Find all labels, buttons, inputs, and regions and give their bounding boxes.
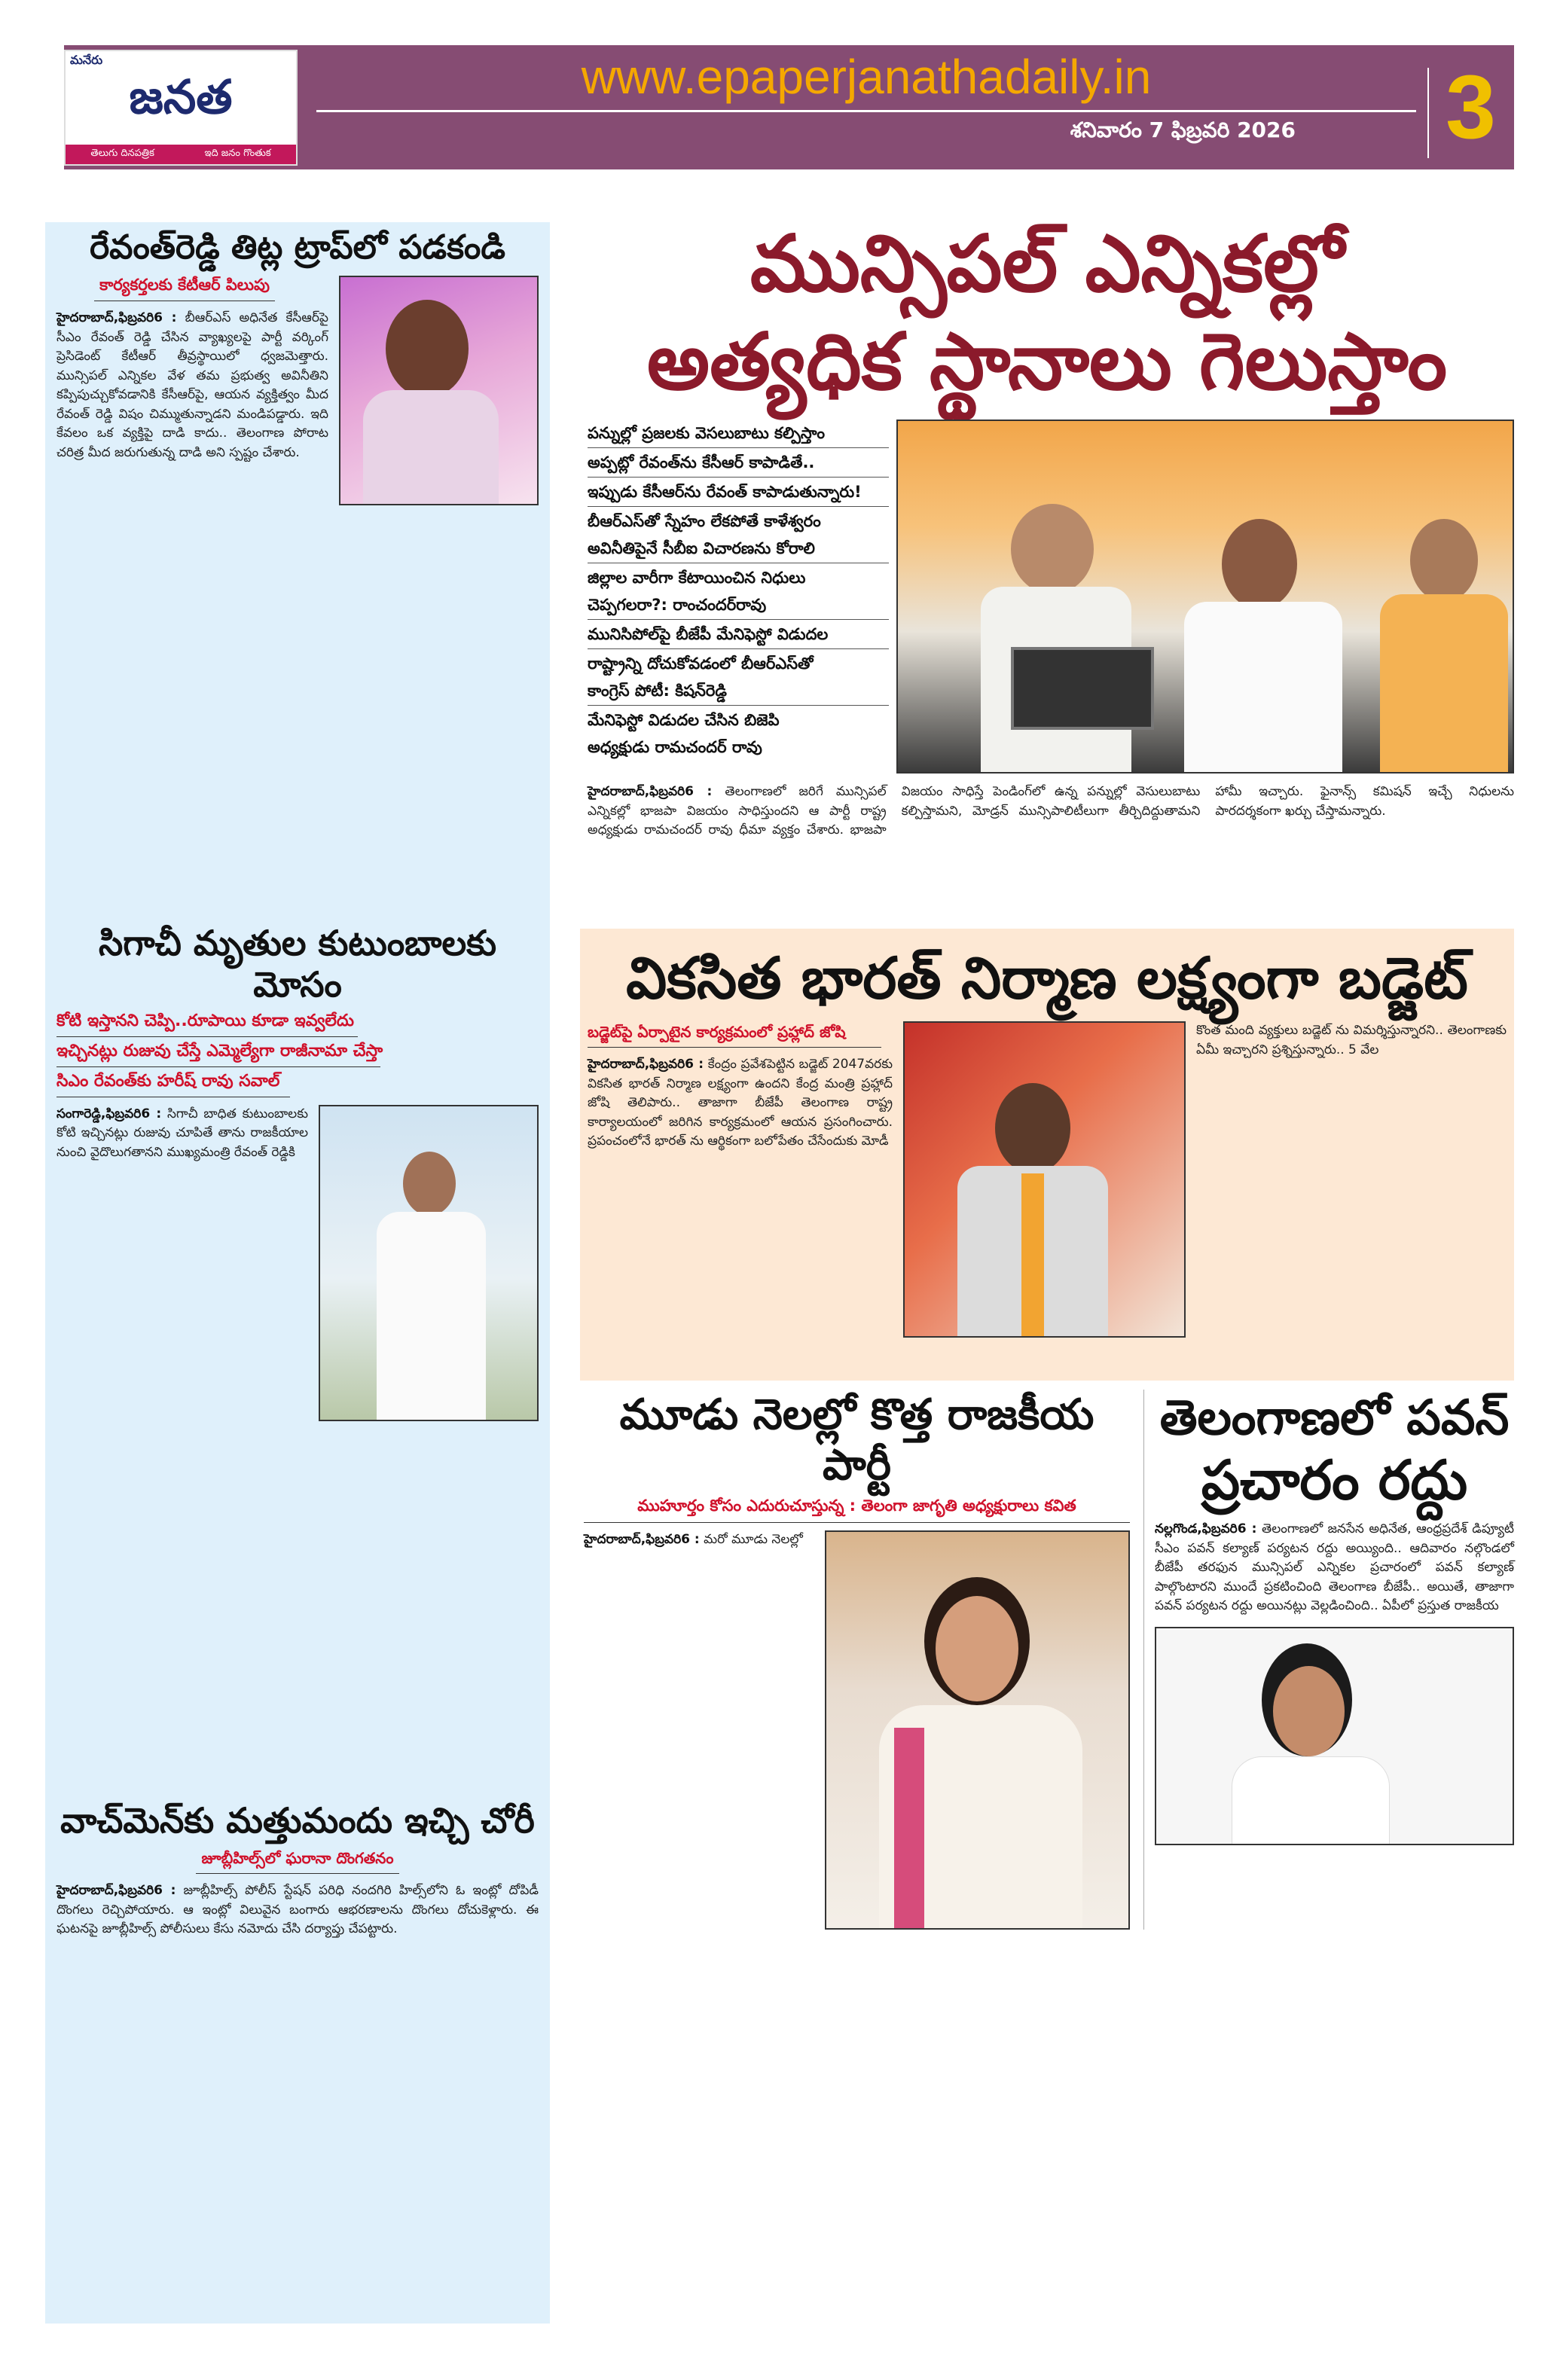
budget-article-body (588, 1055, 893, 1152)
sigachi-subhead-2: ఇచ్చినట్లు రుజువు చేస్తే ఎమ్మెల్యేగా రాజీనామా చేస్తా (56, 1042, 383, 1061)
photo-kavitha (825, 1530, 1130, 1930)
lead-headline-line2: అత్యధిక స్థానాలు గెలుస్తాం (646, 316, 1448, 407)
kavitha-subhead: ముహూర్తం కోసం ఎదురుచూస్తున్న : తెలంగా జాగృతి అధ్యక్షురాలు కవిత (637, 1497, 1076, 1515)
bottom-row (580, 1390, 1514, 1930)
watchman-article-body (56, 1881, 539, 1939)
article-text: జూబ్లీహిల్స్ పోలీస్ స్టేషన్ పరిధి నందగిరి హిల్స్‌లోని ఓ ఇంట్లో దోపిడీ దొంగలు రెచ్చిపోయారు. ఆ ఇంట్లో విలువైన బంగారు ఆభరణాలను దొంగలు దోచుకెళ్లారు. ఈ ఘటనపై జూబ్లీహిల్స్ పోలీసులు కేసు నమోదు చేసి దర్యాప్తు చేపట్టారు. (56, 1883, 539, 1937)
divider (588, 619, 889, 620)
divider (588, 1047, 881, 1048)
pawan-article-body (1155, 1520, 1514, 1616)
sigachi-subhead-3: సిఎం రేవంత్‌కు హరీష్ రావు సవాల్ (56, 1071, 280, 1091)
lead-top-row (580, 420, 1514, 774)
article-text: కేంద్రం ప్రవేశపెట్టిన బడ్జెట్ 2047వరకు వికసిత భారత్ నిర్మాణ లక్ష్యంగా ఉందని కేంద్ర మంత్రి ప్రహ్లాద్ జోషి తెలిపారు.. తాజాగా బీజేపీ తెలంగాణ రాష్ట్ర కార్యాలయంలో జరిగిన కార్యక్రమంలో ఆయన ప్రసంగించారు. ప్రపంచంలోనే భారత్ ను ఆర్థికంగా బలోపేతం చేసేందుకు మోడీ (588, 1057, 893, 1149)
budget-headline: వికసిత భారత్ నిర్మాణ లక్ష్యంగా బడ్జెట్ (626, 944, 1468, 1012)
ktr-story (56, 228, 539, 923)
lead-subhead: జిల్లాల వారీగా కేటాయించిన నిధులు (588, 569, 806, 587)
dateline: హైదరాబాద్,ఫిబ్రవరి6 : (584, 1531, 700, 1547)
divider (588, 705, 889, 706)
divider (588, 506, 889, 507)
budget-story-panel (580, 929, 1514, 1381)
dateline: హైదరాబాద్,ఫిబ్రవరి6 : (56, 1883, 176, 1899)
photo-harish-rao (319, 1105, 539, 1421)
lead-subhead: బీఆర్‌ఎస్‌తో స్నేహం లేకపోతే కాళేశ్వరం (588, 512, 821, 530)
lead-subhead: అప్పట్లో రేవంత్‌ను కేసీఆర్ కాపాడితే.. (588, 453, 815, 471)
masthead-divider (316, 110, 1416, 112)
website-url[interactable]: www.epaperjanathadaily.in (581, 50, 1152, 104)
article-text: తెలంగాణలో జనసేన అధినేత, ఆంధ్రప్రదేశ్ డిప్యూటీ సీఎం పవన్ కల్యాణ్ పర్యటన రద్దు అయ్యింది.. ఆదివారం నల్గొండలో బీజేపీ తరఫున మున్సిపల్ ఎన్నికల ప్రచారంలో పవన్ కల్యాణ్ పాల్గొంటారని ముందే ప్రకటించింది తెలంగాణ బీజేపీ.. అయితే, తాజాగా పవన్ పర్యటన రద్దు అయినట్లు వెల్లడించింది.. ఏపీలో ప్రస్తుత రాజకీయ (1155, 1521, 1515, 1614)
dateline: సంగారెడ్డి,ఫిబ్రవరి6 : (56, 1106, 162, 1121)
article-text: తెలంగాణలో జరిగే మున్సిపల్ ఎన్నికల్లో భాజపా విజయం సాధిస్తుందని ఆ పార్టీ రాష్ట్ర అధ్యక్షుడు రామచందర్ రావు ధీమా వ్యక్తం చేశారు. భాజపా విజయం సాధిస్తే పెండింగ్‌లో ఉన్న పన్నుల్లో వెసులుబాటు కల్పిస్తామని, మోడ్రన్ మున్సిపాలిటీలుగా తీర్చిదిద్దుతామని హామీ ఇచ్చారు. ఫైనాన్స్ కమిషన్ ఇచ్చే నిధులను పారదర్శకంగా ఖర్చు చేస్తామన్నారు. (588, 784, 1514, 838)
watchman-subhead: జూబ్లీహిల్స్‌లో ఘరానా దొంగతనం (201, 1849, 394, 1868)
divider (588, 477, 889, 478)
sigachi-subhead-1: కోటి ఇస్తానని చెప్పి..రూపాయి కూడా ఇవ్వలేదు (56, 1012, 355, 1031)
sigachi-headline: సిగాచీ మృతుల కుటుంబాలకు మోసం (98, 923, 497, 1005)
kavitha-row (584, 1530, 1130, 1930)
lead-subhead: అవినీతిపైనే సీబీఐ విచారణను కోరాలి (588, 539, 815, 557)
newspaper-logo (64, 50, 298, 166)
lead-subhead: కాంగ్రెస్ పోటీ: కిషన్‌రెడ్డి (588, 682, 727, 700)
watchman-headline: వాచ్‌మెన్‌కు మత్తుమందు ఇచ్చి చోరీ (60, 1800, 535, 1841)
lead-subhead: చెప్పగలరా?: రాంచందర్‌రావు (588, 596, 767, 614)
dateline: నల్లగొండ,ఫిబ్రవరి6 : (1155, 1521, 1257, 1537)
budget-subhead: బడ్జెట్‌పై ఏర్పాటైన కార్యక్రమంలో ప్రహ్లాద్ జోషి (588, 1023, 846, 1042)
divider (584, 1522, 1130, 1523)
kavitha-headline: మూడు నెలల్లో కొత్త రాజకీయ పార్టీ (619, 1390, 1094, 1491)
left-column-panel (45, 222, 550, 2324)
photo-ktr-speaking (339, 276, 539, 505)
divider (56, 1066, 380, 1067)
column-divider (1143, 1390, 1144, 1930)
masthead-right (316, 47, 1416, 167)
dateline: హైదరాబాద్,ఫిబ్రవరి6 : (588, 1057, 704, 1073)
logo-small-text: మనేరు (70, 53, 103, 67)
pawan-headline-line2: ప్రచారం రద్దు (1201, 1448, 1468, 1512)
lead-subheads (580, 420, 889, 761)
kavitha-article-body (584, 1530, 817, 1550)
pawan-story (1150, 1390, 1514, 1930)
divider (196, 1873, 399, 1874)
budget-article-continued: కొంత మంది వ్యక్తులు బడ్జెట్ ను విమర్శిస్తున్నారని.. తెలంగాణకు ఏమీ ఇచ్చారని ప్రశ్నిస్తున్నారు.. 5 వేల (1196, 1023, 1507, 1057)
right-area (580, 215, 1514, 1930)
photo-pawan-kalyan (1155, 1627, 1514, 1845)
dateline: హైదరాబాద్,ఫిబ్రవరి6 : (56, 310, 177, 326)
divider (588, 447, 889, 448)
lead-subhead: పన్నుల్లో ప్రజలకు వెసలుబాటు కల్పిస్తాం (588, 424, 825, 442)
logo-tag-left: తెలుగు దినపత్రిక (90, 148, 154, 159)
logo-tagline-band (66, 145, 296, 164)
divider (56, 1036, 358, 1037)
page-number: 3 (1446, 56, 1496, 157)
budget-row (588, 1021, 1507, 1338)
lead-subhead: అధ్యక్షుడు రామచందర్ రావు (588, 738, 762, 756)
lead-subhead: మునిసిపోల్‌పై బీజేపీ మేనిఫెస్టో విడుదల (588, 625, 829, 643)
page-number-divider (1427, 68, 1429, 158)
divider (588, 648, 889, 649)
pawan-headline-line1: తెలంగాణలో పవన్ (1159, 1390, 1510, 1446)
article-text: సిగాచీ బాధిత కుటుంబాలకు కోటి ఇచ్చినట్లు రుజువు చూపితే తాను రాజకీయాల నుంచి వైదొలుగతానని ముఖ్యమంత్రి రేవంత్ రెడ్డికి (56, 1106, 308, 1160)
ktr-subhead: కార్యకర్తలకు కేటీఆర్ పిలుపు (99, 275, 270, 294)
logo-tag-right: ఇది జనం గొంతుక (204, 148, 271, 159)
photo-pralhad-joshi (903, 1021, 1186, 1338)
watchman-story (56, 1800, 539, 1939)
lead-subhead: రాష్ట్రాన్ని దోచుకోవడంలో బీఆర్‌ఎస్‌తో (588, 654, 814, 673)
lead-headline-line1: మున్సిపల్ ఎన్నికల్లో (749, 218, 1345, 310)
dateline: హైదరాబాద్,ఫిబ్రవరి6 : (588, 784, 713, 799)
kavitha-story (580, 1390, 1137, 1930)
sigachi-story (56, 923, 539, 1800)
article-text: బీఆర్‌ఎస్ అధినేత కేసీఆర్‌పై సీఎం రేవంత్ రెడ్డి చేసిన వ్యాఖ్యలపై పార్టీ వర్కింగ్ ప్రెసిడెంట్ కేటీఆర్ తీవ్రస్థాయిలో ధ్వజమెత్తారు. మున్సిపల్ ఎన్నికల వేళ తమ ప్రభుత్వ అవినీతిని కప్పిపుచ్చుకోవడానికి కేసీఆర్‌పై, ఆయన వ్యక్తిత్వం మీద రేవంత్ రెడ్డి విషం చిమ్ముతున్నాడని మండిపడ్డారు. ఇది కేవలం ఒక వ్యక్తిపై దాడి కాదు.. తెలంగాణ పోరాట చరిత్ర మీద జరుగుతున్న దాడి అని స్పష్టం చేశారు. (56, 310, 328, 460)
budget-left-col (588, 1021, 893, 1152)
issue-date: శనివారం 7 ఫిబ్రవరి 2026 (1070, 117, 1296, 142)
logo-main-text: జనత (129, 69, 233, 124)
article-text: మరో మూడు నెలల్లో (704, 1531, 803, 1547)
photo-bjp-manifesto-release (896, 420, 1514, 774)
lead-subhead: మేనిఫెస్టో విడుదల చేసిన బిజెపి (588, 711, 780, 729)
lead-subhead: ఇప్పుడు కేసీఆర్‌ను రేవంత్ కాపాడుతున్నారు! (588, 483, 862, 501)
ktr-headline: రేవంత్‌రెడ్డి తిట్ల ట్రాప్‌లో పడకండి (90, 228, 505, 267)
lead-article-body (580, 783, 1514, 918)
